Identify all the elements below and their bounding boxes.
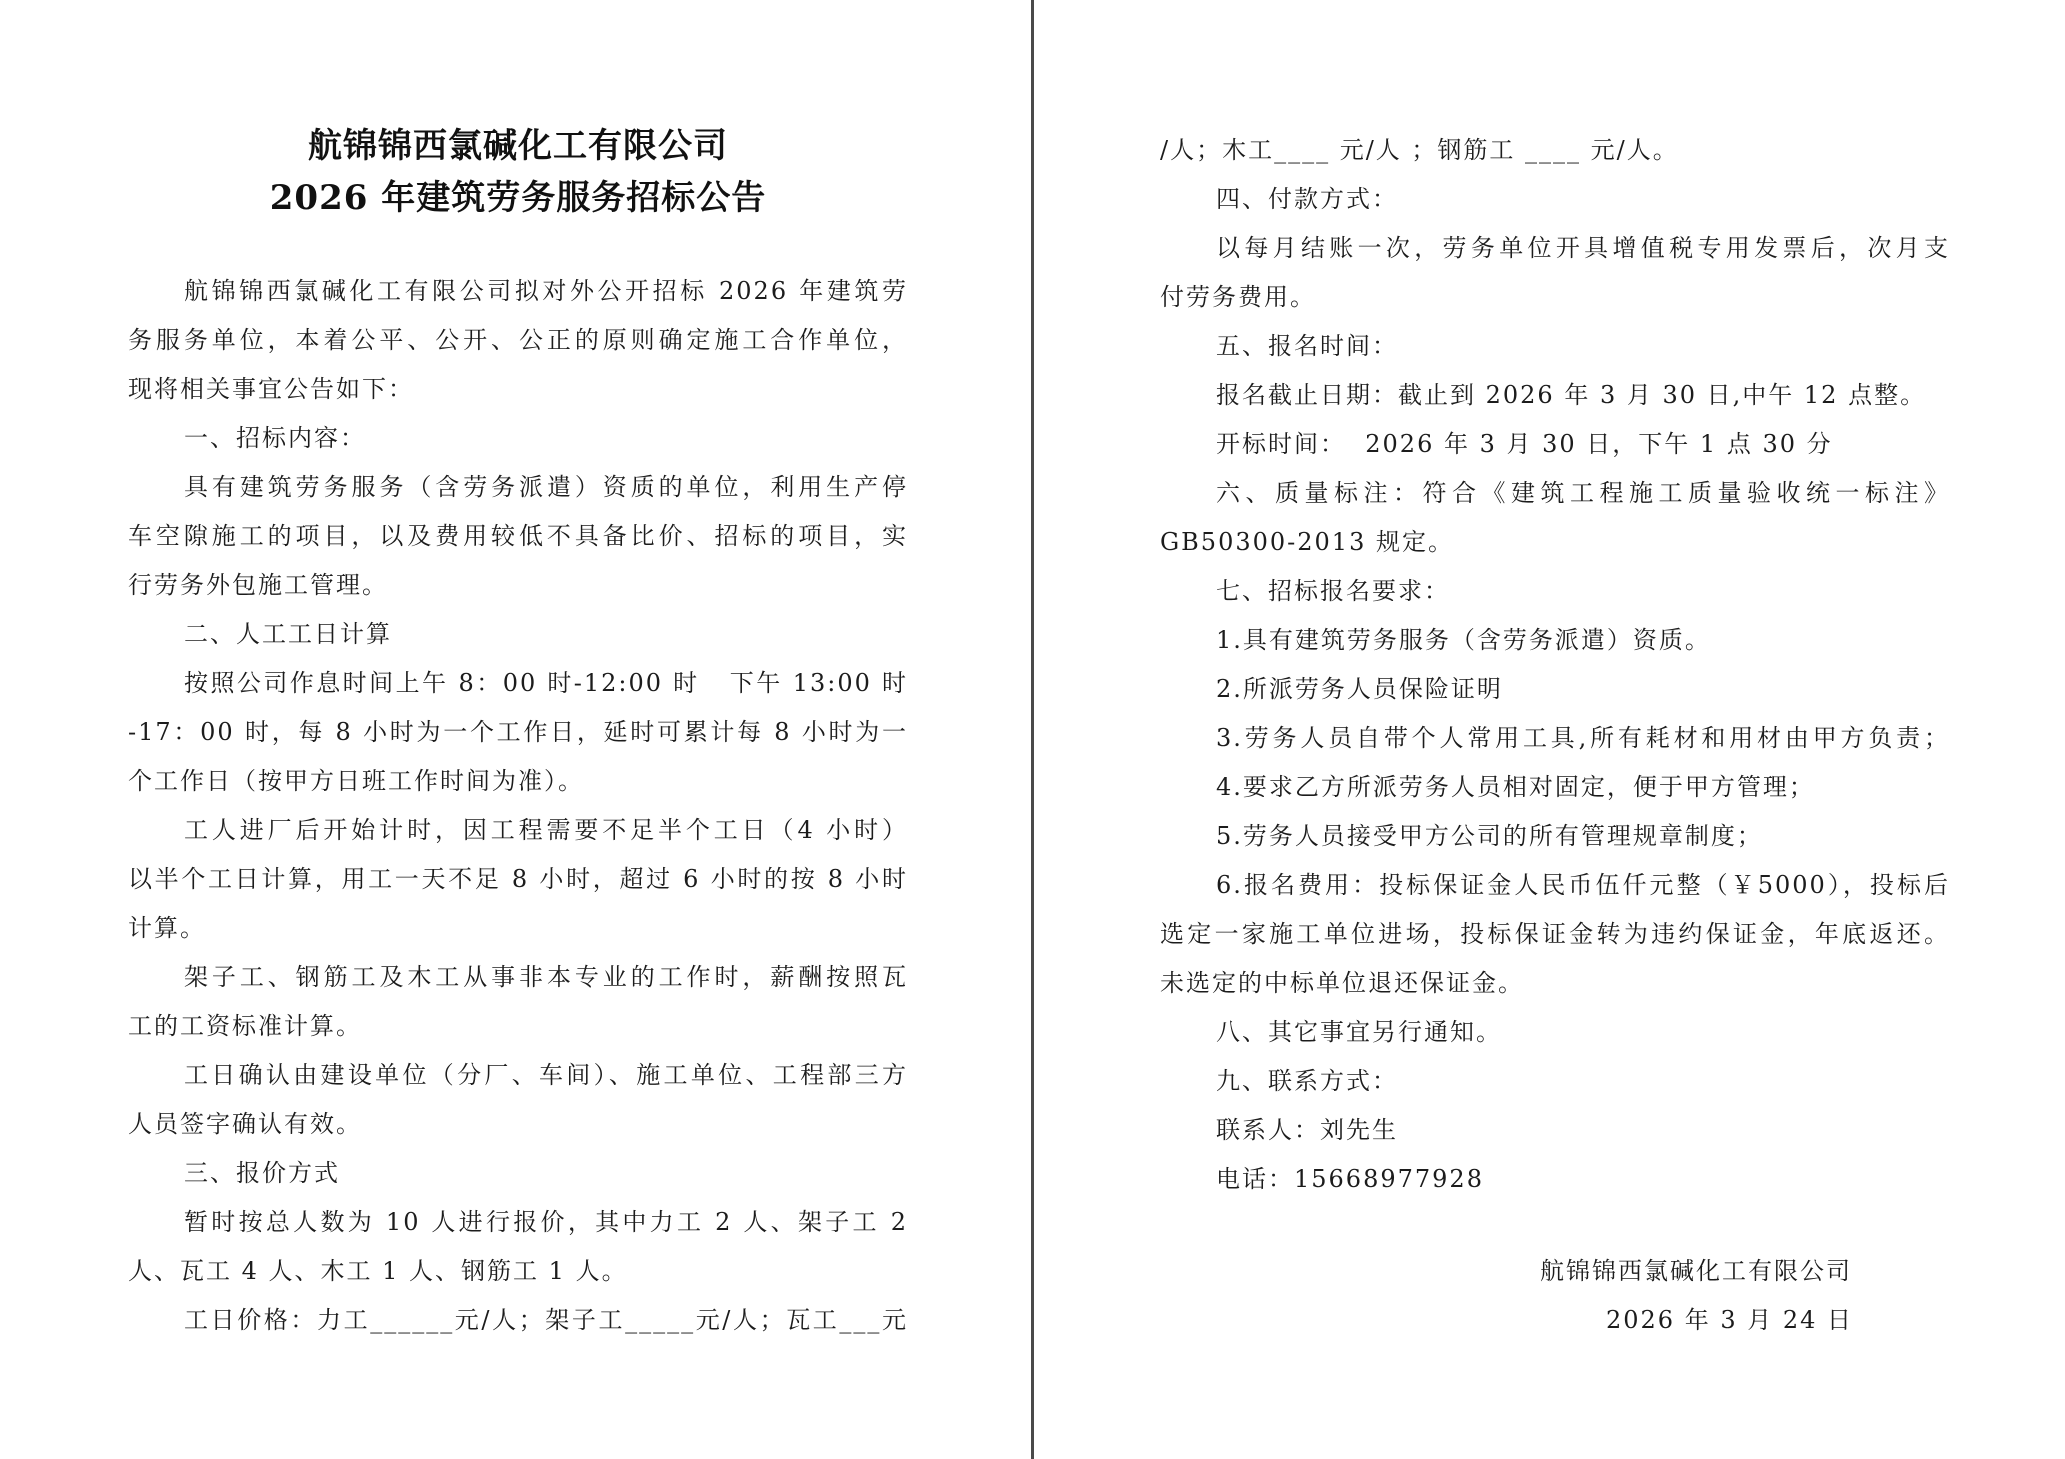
price-line: 工日价格：力工______元/人；架子工_____元/人；瓦工___元 xyxy=(184,1306,908,1334)
intro-line: 现将相关事宜公告如下： xyxy=(128,375,414,403)
paragraph-line: GB50300-2013 规定。 xyxy=(1160,528,1454,556)
paragraph-line: 以半个工日计算，用工一天不足 8 小时，超过 6 小时的按 8 小时 xyxy=(128,865,908,893)
signature-date: 2026 年 3 月 24 日 xyxy=(1606,1306,1854,1334)
section-heading-8: 八、其它事宜另行通知。 xyxy=(1216,1018,1502,1046)
section-heading-3: 三、报价方式 xyxy=(184,1159,340,1187)
paragraph-line: 工人进厂后开始计时，因工程需要不足半个工日（4 小时） xyxy=(184,816,908,844)
page-divider xyxy=(1031,0,1034,1459)
section-heading-1: 一、招标内容： xyxy=(184,424,366,452)
paragraph-line: 计算。 xyxy=(128,914,206,942)
contact-person: 联系人：刘先生 xyxy=(1216,1116,1398,1144)
section-heading-5: 五、报名时间： xyxy=(1216,332,1398,360)
section-heading-7: 七、招标报名要求： xyxy=(1216,577,1450,605)
requirement-item: 2.所派劳务人员保险证明 xyxy=(1216,675,1503,703)
requirement-item: 3.劳务人员自带个人常用工具,所有耗材和用材由甲方负责； xyxy=(1216,724,1950,752)
paragraph-line: 暂时按总人数为 10 人进行报价，其中力工 2 人、架子工 2 xyxy=(184,1208,908,1236)
price-line-continued: /人；木工____ 元/人 ；钢筋工 ____ 元/人。 xyxy=(1160,136,1679,164)
paragraph-line: -17：00 时，每 8 小时为一个工作日，延时可累计每 8 小时为一 xyxy=(128,718,908,746)
paragraph-line: 付劳务费用。 xyxy=(1160,283,1316,311)
paragraph-line: 车空隙施工的项目，以及费用较低不具备比价、招标的项目，实 xyxy=(128,522,908,550)
intro-line: 务服务单位，本着公平、公开、公正的原则确定施工合作单位， xyxy=(128,326,908,354)
paragraph-line: 工的工资标准计算。 xyxy=(128,1012,362,1040)
document-title-company: 航锦锦西氯碱化工有限公司 xyxy=(308,126,728,166)
paragraph-line: 按照公司作息时间上午 8：00 时-12:00 时 下午 13:00 时 xyxy=(184,669,908,697)
paragraph-line: 人、瓦工 4 人、木工 1 人、钢筋工 1 人。 xyxy=(128,1257,628,1285)
intro-line: 航锦锦西氯碱化工有限公司拟对外公开招标 2026 年建筑劳 xyxy=(184,277,908,305)
section-heading-4: 四、付款方式： xyxy=(1216,185,1398,213)
registration-deadline: 报名截止日期：截止到 2026 年 3 月 30 日,中午 12 点整。 xyxy=(1216,381,1927,409)
requirement-item: 6.报名费用：投标保证金人民币伍仟元整（￥5000），投标后 xyxy=(1216,871,1950,899)
document-title-notice: 2026 年建筑劳务服务招标公告 xyxy=(269,178,767,218)
signature-company: 航锦锦西氯碱化工有限公司 xyxy=(1540,1257,1852,1285)
section-heading-6: 六、质量标注：符合《建筑工程施工质量验收统一标注》 xyxy=(1216,479,1950,507)
paragraph-line: 具有建筑劳务服务（含劳务派遣）资质的单位，利用生产停 xyxy=(184,473,908,501)
section-heading-2: 二、人工工日计算 xyxy=(184,620,392,648)
paragraph-line: 工日确认由建设单位（分厂、车间）、施工单位、工程部三方 xyxy=(184,1061,908,1089)
paragraph-line: 个工作日（按甲方日班工作时间为准）。 xyxy=(128,767,584,795)
section-heading-9: 九、联系方式： xyxy=(1216,1067,1398,1095)
bid-opening-time: 开标时间： 2026 年 3 月 30 日，下午 1 点 30 分 xyxy=(1216,430,1833,458)
requirement-item: 4.要求乙方所派劳务人员相对固定，便于甲方管理； xyxy=(1216,773,1815,801)
contact-phone: 电话：15668977928 xyxy=(1216,1165,1484,1193)
paragraph-line: 架子工、钢筋工及木工从事非本专业的工作时，薪酬按照瓦 xyxy=(184,963,908,991)
paragraph-line: 行劳务外包施工管理。 xyxy=(128,571,388,599)
requirement-item: 5.劳务人员接受甲方公司的所有管理规章制度； xyxy=(1216,822,1763,850)
paragraph-line: 选定一家施工单位进场，投标保证金转为违约保证金，年底返还。 xyxy=(1160,920,1950,948)
paragraph-line: 人员签字确认有效。 xyxy=(128,1110,362,1138)
requirement-item: 1.具有建筑劳务服务（含劳务派遣）资质。 xyxy=(1216,626,1711,654)
paragraph-line: 未选定的中标单位退还保证金。 xyxy=(1160,969,1524,997)
paragraph-line: 以每月结账一次，劳务单位开具增值税专用发票后，次月支 xyxy=(1216,234,1950,262)
